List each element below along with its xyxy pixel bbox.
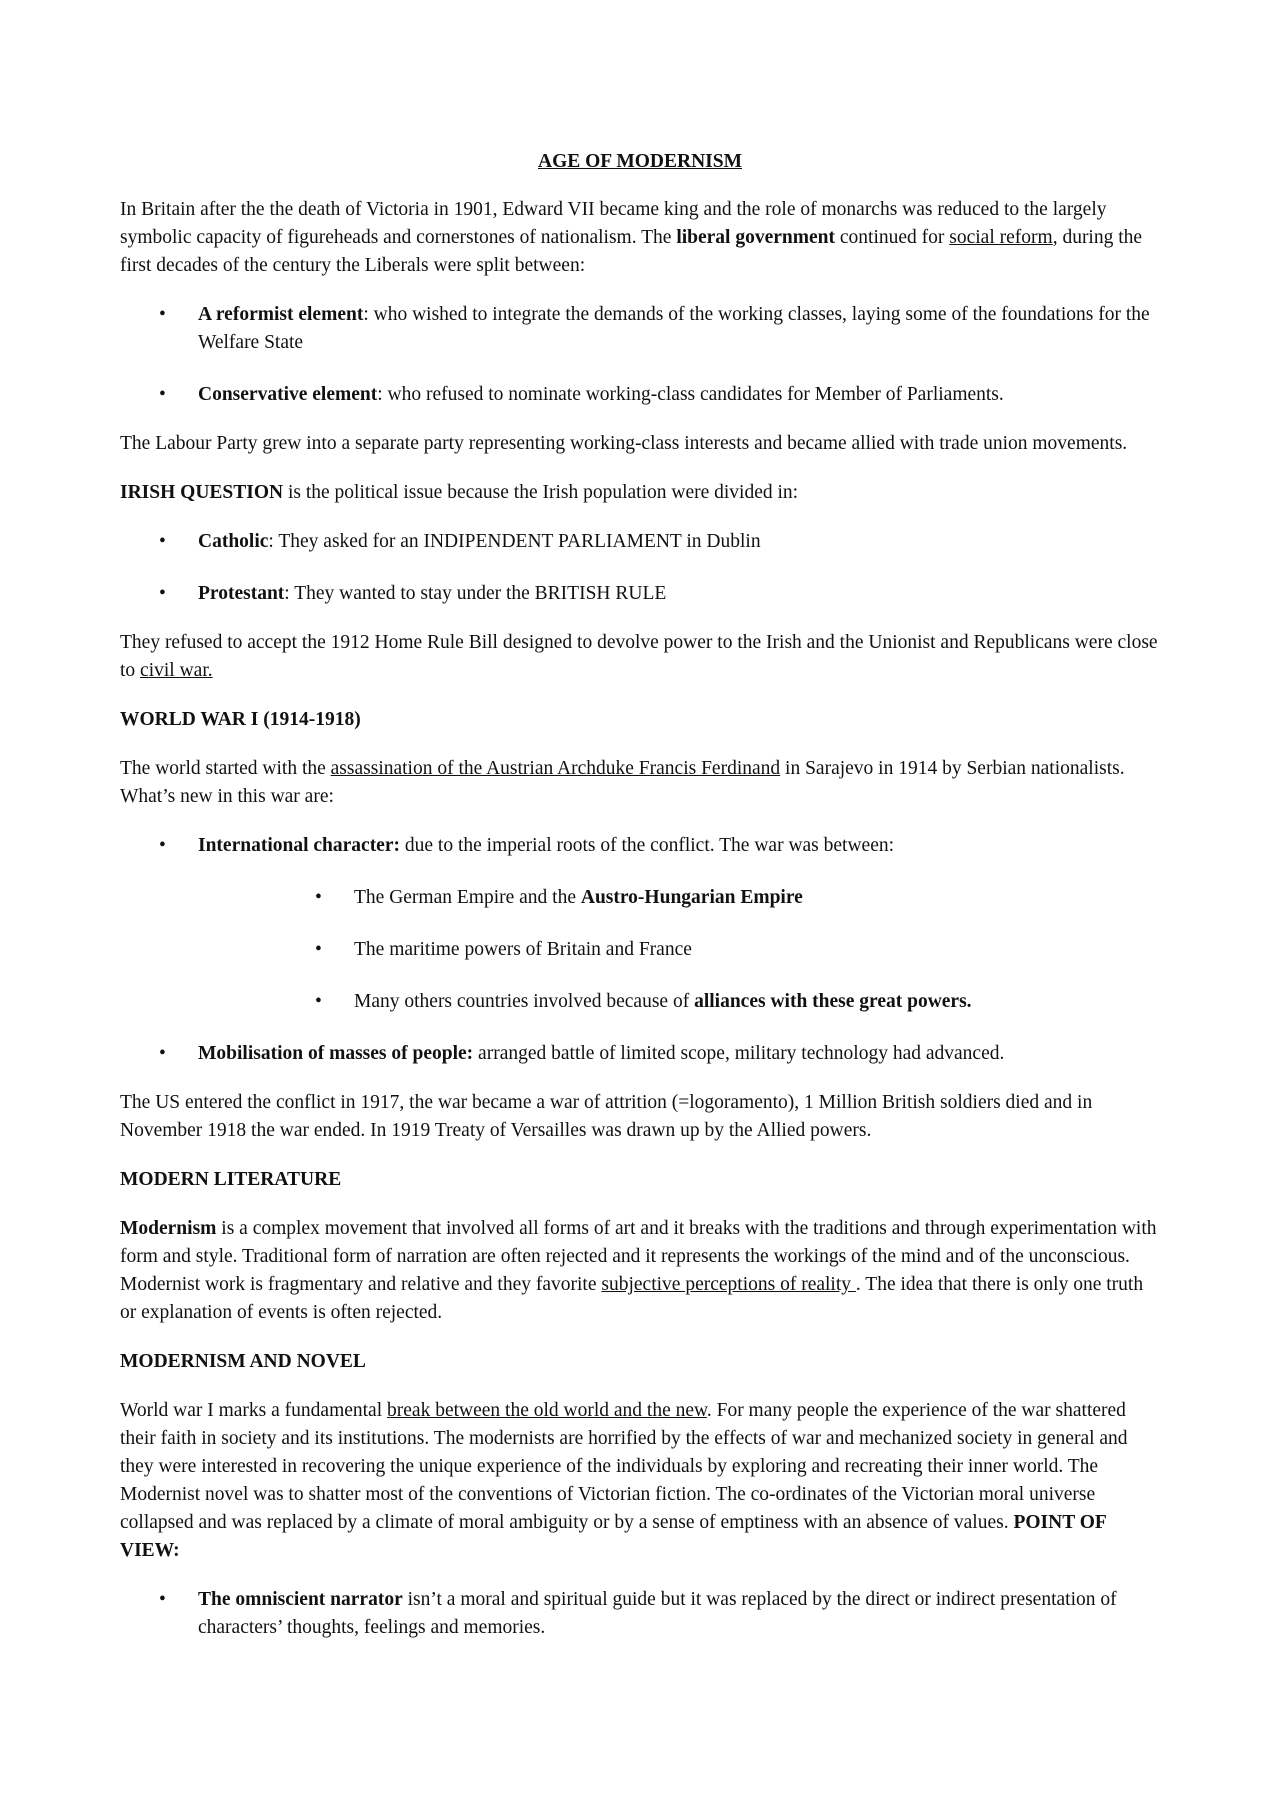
bullet-icon: •: [159, 304, 166, 325]
list-item: • The omniscient narrator isn’t a moral and spiritual guide but it was replaced by the direct or indirect presentation of characters’ thoughts, feelings and memories.: [120, 1586, 1160, 1642]
ww1-paragraph: The world started with the assassination of the Austrian Archduke Francis Ferdinand in Sarajevo in 1914 by Serbian nationalists. What’s new in this war are:: [120, 758, 1125, 807]
list-item: • International character: due to the imperial roots of the conflict. The war was between: • The German Empire and the Austro-Hungarian Empire • The maritime powers of Britain and France • Many others countries involved because of alliances with these great powers.: [120, 832, 1160, 1016]
modernism-paragraph: Modernism is a complex movement that involved all forms of art and it breaks with the traditions and through experimentation with form and style. Traditional form of narration are often rejected and it represents the workings of the mind and of the unconscious. Modernist work is fragmentary and relative and they favorite subjective perceptions of reality . The idea that there is only one truth or explanation of events is often rejected.: [120, 1218, 1157, 1323]
home-rule-paragraph: They refused to accept the 1912 Home Rule Bill designed to devolve power to the Irish and the Unionist and Republicans were close to civil war.: [120, 632, 1158, 681]
ww1-sub-list: [198, 884, 1160, 1016]
bullet-icon: •: [159, 1589, 166, 1610]
page-title: AGE OF MODERNISM: [537, 151, 743, 172]
bullet-icon: •: [159, 1043, 166, 1064]
bullet-icon: •: [159, 583, 166, 604]
bullet-icon: •: [315, 887, 322, 908]
bullet-icon: •: [159, 384, 166, 405]
list-item: • Conservative element: who refused to nominate working-class candidates for Member of Parliaments.: [120, 381, 1160, 409]
bullet-icon: •: [159, 835, 166, 856]
list-item: • The German Empire and the Austro-Hungarian Empire: [198, 884, 1160, 912]
list-item: • Many others countries involved because of alliances with these great powers.: [198, 988, 1160, 1016]
point-of-view-list: [120, 1586, 1160, 1642]
ww1-list: [120, 832, 1160, 1068]
us-entry-paragraph: The US entered the conflict in 1917, the war became a war of attrition (=logoramento), 1 Million British soldiers died and in November 1918 the war ended. In 1919 Treaty of Versailles was drawn up by the Allied powers.: [120, 1092, 1093, 1141]
modernism-novel-heading: MODERNISM AND NOVEL: [120, 1351, 366, 1372]
list-item: • A reformist element: who wished to integrate the demands of the working classes, laying some of the foundations for the Welfare State: [120, 301, 1160, 357]
list-item: • The maritime powers of Britain and France: [198, 936, 1160, 964]
modern-literature-heading: MODERN LITERATURE: [120, 1169, 342, 1190]
list-item: • Catholic: They asked for an INDIPENDENT PARLIAMENT in Dublin: [120, 528, 1160, 556]
list-item: • Protestant: They wanted to stay under the BRITISH RULE: [120, 580, 1160, 608]
intro-paragraph: In Britain after the the death of Victoria in 1901, Edward VII became king and the role of monarchs was reduced to the largely symbolic capacity of figureheads and cornerstones of nationalism. The liberal government continued for social reform, during the first decades of the century the Liberals were split between:: [120, 199, 1143, 276]
bullet-icon: •: [159, 531, 166, 552]
bullet-icon: •: [315, 939, 322, 960]
labour-paragraph: The Labour Party grew into a separate party representing working-class interests and became allied with trade union movements.: [120, 433, 1128, 454]
irish-question-paragraph: IRISH QUESTION is the political issue because the Irish population were divided in:: [120, 482, 799, 503]
list-item: • Mobilisation of masses of people: arranged battle of limited scope, military technology had advanced.: [120, 1040, 1160, 1068]
modernism-novel-paragraph: World war I marks a fundamental break between the old world and the new. For many people the experience of the war shattered their faith in society and its institutions. The modernists are horrified by the effects of war and mechanized society in general and they were interested in recovering the unique experience of the individuals by exploring and recreating their inner world. The Modernist novel was to shatter most of the conventions of Victorian fiction. The co-ordinates of the Victorian moral universe collapsed and was replaced by a climate of moral ambiguity or by a sense of emptiness with an absence of values. POINT OF VIEW:: [120, 1400, 1128, 1561]
irish-list: [120, 528, 1160, 608]
bullet-icon: •: [315, 991, 322, 1012]
ww1-heading: WORLD WAR I (1914-1918): [120, 709, 361, 730]
liberal-split-list: [120, 301, 1160, 409]
